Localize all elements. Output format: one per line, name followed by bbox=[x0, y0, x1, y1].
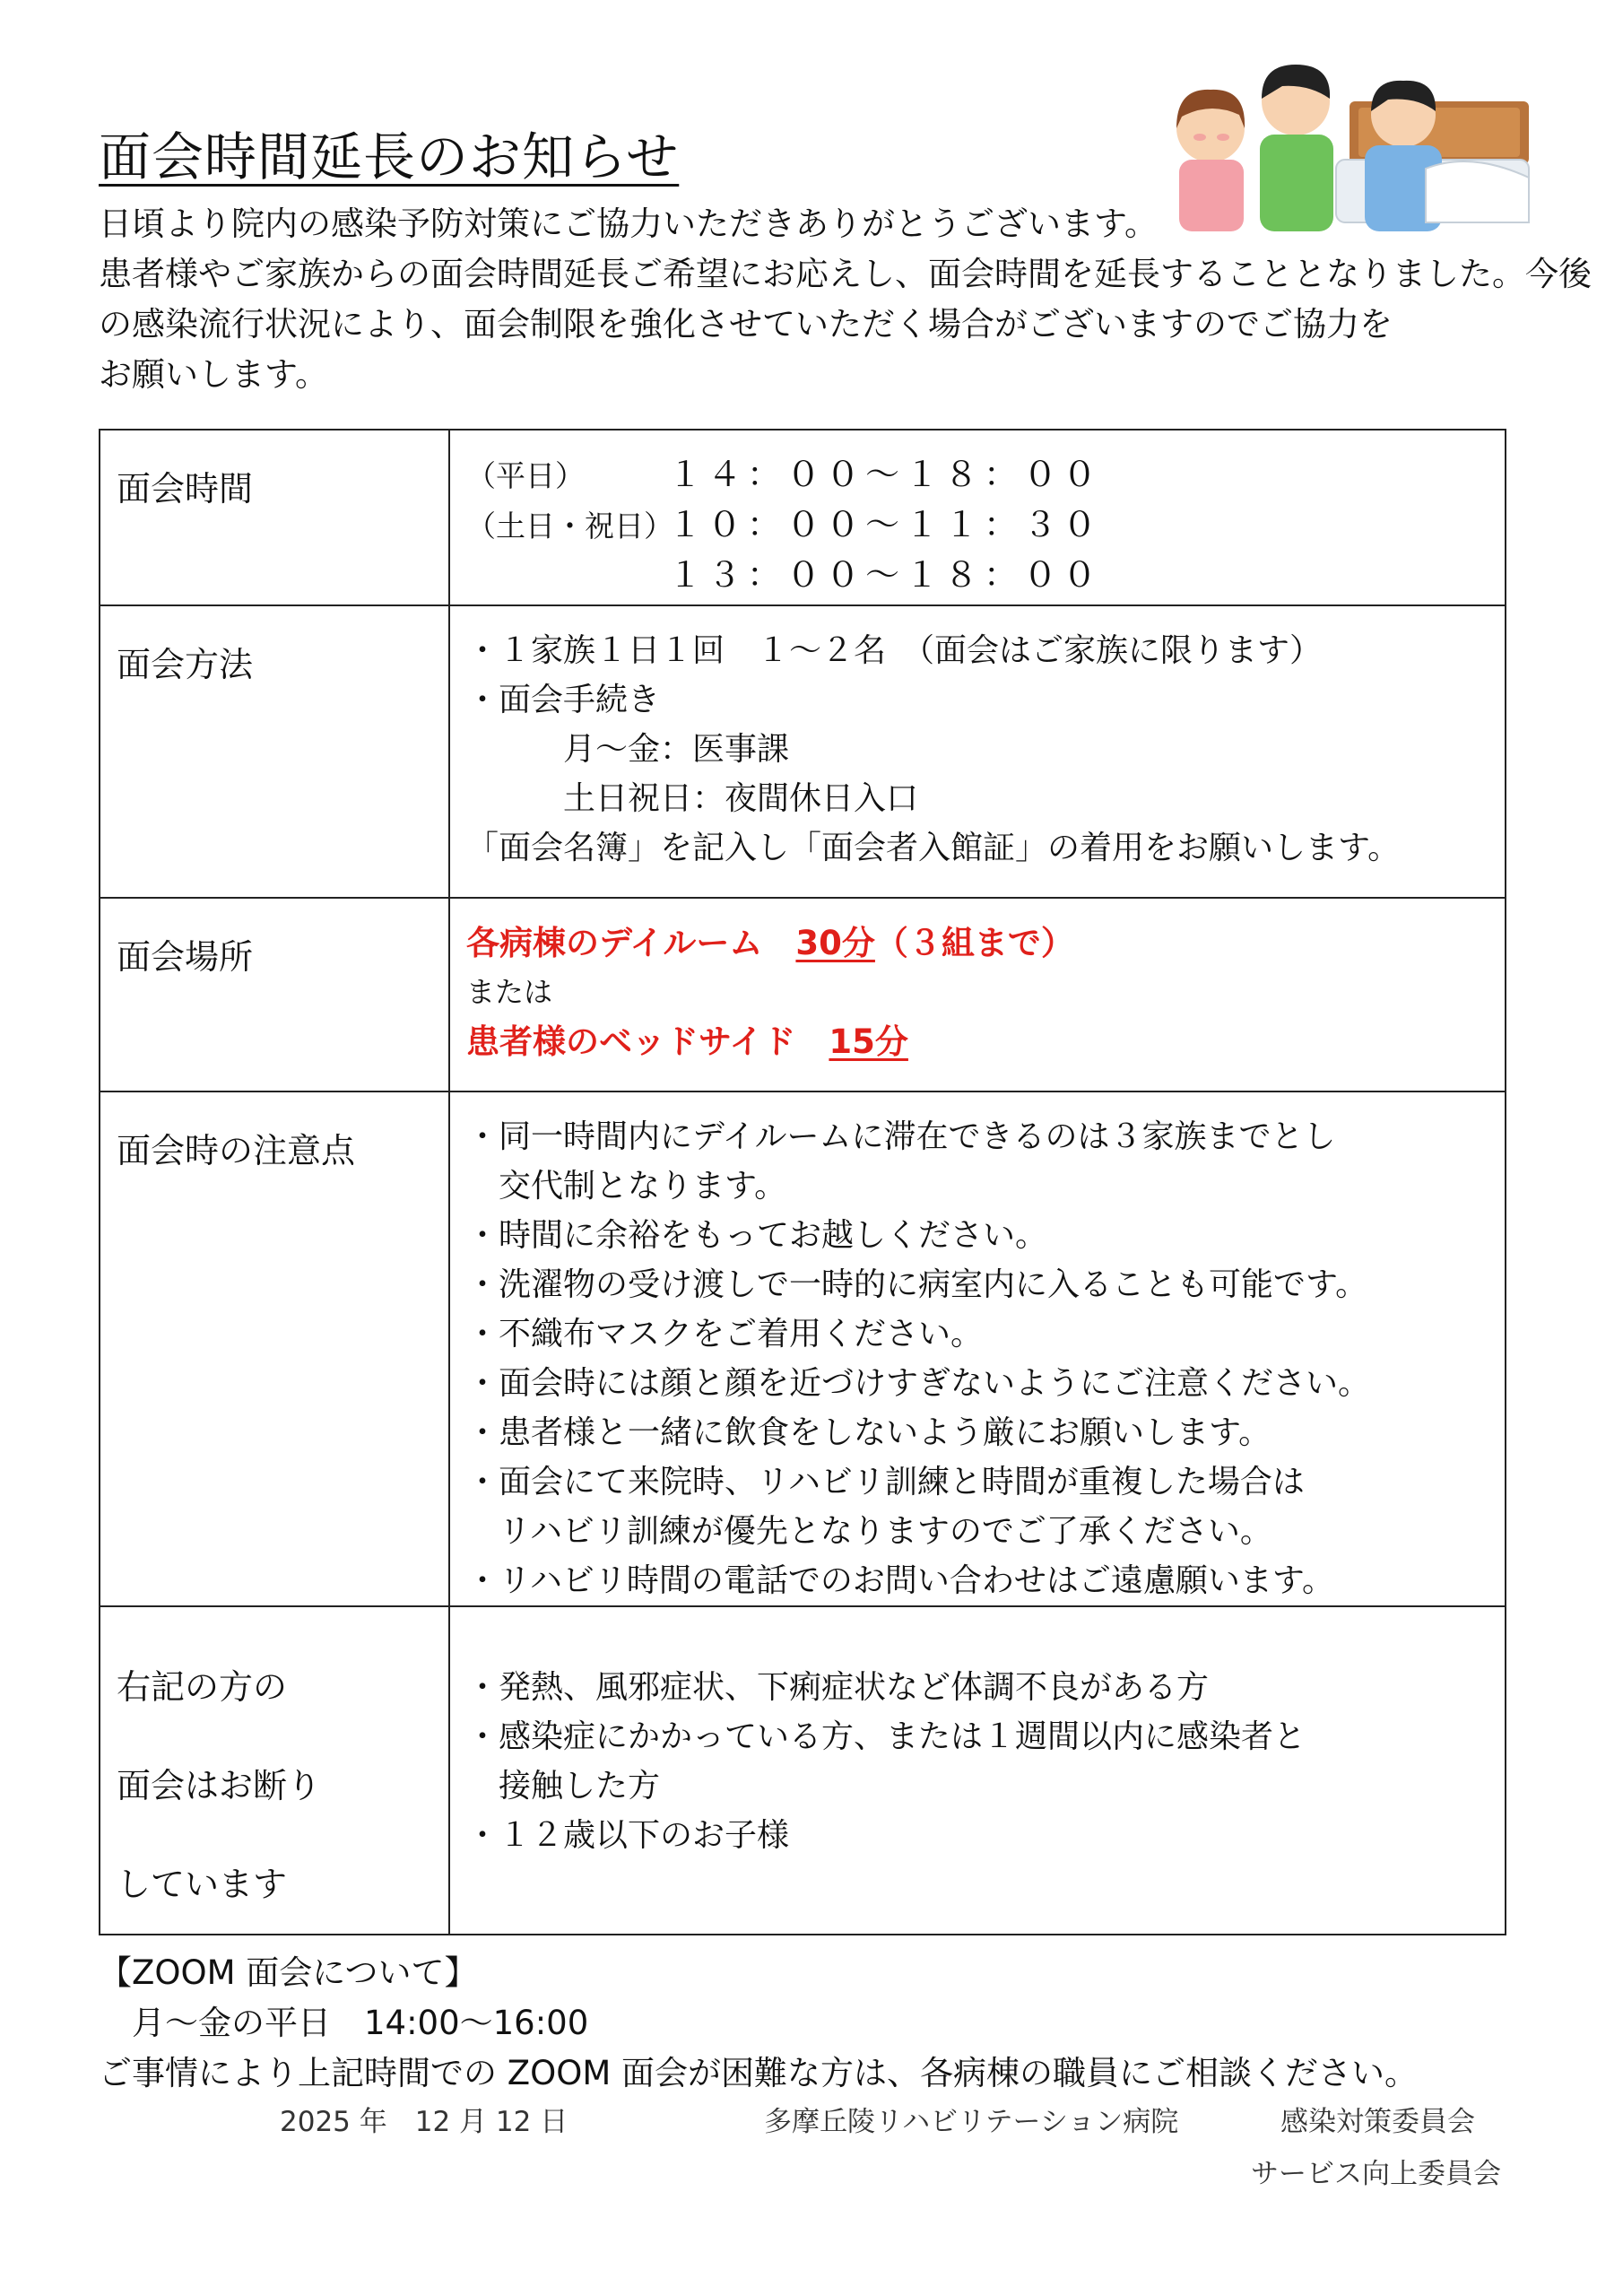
table-row-refuse bbox=[100, 1606, 1506, 1935]
place-bedside-time: 15分 bbox=[829, 1022, 908, 1061]
method-line: 土日祝日：夜間休日入口 bbox=[466, 780, 919, 817]
notes-line: ・同一時間内にデイルームに滞在できるのは３家族までとし bbox=[466, 1118, 1336, 1155]
method-line: 「面会名簿」を記入し「面会者入館証」の着用をお願いします。 bbox=[466, 830, 1401, 866]
notes-line: ・患者様と一緒に飲食をしないよう厳にお願いします。 bbox=[466, 1414, 1271, 1451]
place-dayroom-time: 30分 bbox=[795, 924, 875, 962]
notes-line: ・時間に余裕をもってお越しください。 bbox=[466, 1217, 1048, 1254]
footer-date: 2025 年 12 月 12 日 bbox=[280, 2106, 568, 2138]
refuse-label-line: 右記の方の bbox=[117, 1667, 288, 1707]
intro-text bbox=[99, 199, 1592, 400]
table-row-notes bbox=[100, 1091, 1506, 1606]
notes-line: ・不織布マスクをご着用ください。 bbox=[466, 1316, 984, 1352]
place-or: または bbox=[466, 975, 553, 1009]
table-row-hours bbox=[100, 430, 1506, 605]
method-label: 面会方法 bbox=[100, 605, 449, 898]
notes-line: リハビリ訓練が優先となりますのでご了承ください。 bbox=[466, 1513, 1272, 1550]
footer-committee-service: サービス向上委員会 bbox=[1251, 2158, 1501, 2190]
refuse-line: ・感染症にかかっている方、または１週間以内に感染者と bbox=[466, 1718, 1306, 1755]
table-row-method bbox=[100, 605, 1506, 898]
hours-row-value: １３：００～１８：００ bbox=[668, 555, 1103, 595]
refuse-line: ・１２歳以下のお子様 bbox=[466, 1817, 790, 1854]
notes-line: ・面会にて来院時、リハビリ訓練と時間が重複した場合は bbox=[466, 1464, 1305, 1500]
zoom-section bbox=[99, 1948, 1569, 2099]
notes-label: 面会時の注意点 bbox=[100, 1091, 449, 1606]
method-line: ・１家族１日１回 １～２名 （面会はご家族に限ります） bbox=[466, 632, 1323, 669]
zoom-heading: 【ZOOM 面会について】 bbox=[99, 1953, 478, 1992]
footer-hospital: 多摩丘陵リハビリテーション病院 bbox=[764, 2106, 1179, 2138]
place-dayroom: 各病棟のデイルーム bbox=[466, 924, 796, 962]
place-content bbox=[449, 898, 1506, 1091]
method-content bbox=[449, 605, 1506, 898]
refuse-label-line: しています bbox=[117, 1865, 288, 1904]
method-line: ・面会手続き bbox=[466, 682, 661, 718]
notes-content bbox=[449, 1091, 1506, 1606]
hours-row-label: （土日・祝日） bbox=[466, 509, 673, 544]
notes-line: ・洗濯物の受け渡しで一時的に病室内に入ることも可能です。 bbox=[466, 1266, 1368, 1303]
notes-line: ・面会時には顔と顔を近づけすぎないようにご注意ください。 bbox=[466, 1365, 1371, 1402]
hours-label: 面会時間 bbox=[100, 430, 449, 605]
refuse-label bbox=[100, 1606, 449, 1935]
intro-line: 患者様やご家族からの面会時間延長ご希望にお応えし、面会時間を延長することとなりました。今後 bbox=[99, 255, 1592, 293]
method-line: 月～金：医事課 bbox=[466, 731, 790, 768]
notes-line: 交代制となります。 bbox=[466, 1168, 787, 1205]
intro-line: の感染流行状況により、面会制限を強化させていただく場合がございますのでご協力を bbox=[99, 305, 1393, 344]
page-title: 面会時間延長のお知らせ bbox=[99, 126, 680, 187]
footer-committee-infection: 感染対策委員会 bbox=[1280, 2106, 1475, 2138]
refuse-line: ・発熱、風邪症状、下痢症状など体調不良がある方 bbox=[466, 1669, 1210, 1706]
hours-row-label: （平日） bbox=[466, 458, 585, 493]
zoom-hours: 月～金の平日 14:00～16:00 bbox=[99, 2004, 589, 2042]
place-bedside: 患者様のベッドサイド bbox=[466, 1022, 829, 1061]
intro-line: 日頃より院内の感染予防対策にご協力いただきありがとうございます。 bbox=[99, 204, 1159, 243]
refuse-label-line: 面会はお断り bbox=[117, 1766, 322, 1805]
table-row-place bbox=[100, 898, 1506, 1091]
refuse-content bbox=[449, 1606, 1506, 1935]
hours-row-value: １４：００～１８：００ bbox=[668, 455, 1103, 494]
refuse-line: 接触した方 bbox=[466, 1768, 661, 1805]
notes-line: ・リハビリ時間の電話でのお問い合わせはご遠慮願います。 bbox=[466, 1562, 1335, 1599]
hours-content bbox=[449, 430, 1506, 605]
zoom-note: ご事情により上記時間での ZOOM 面会が困難な方は、各病棟の職員にご相談ください。 bbox=[99, 2054, 1419, 2092]
hours-row-value: １０：００～１１：３０ bbox=[668, 505, 1103, 544]
intro-line: お願いします。 bbox=[99, 355, 329, 394]
place-dayroom-note: （３組まで） bbox=[874, 924, 1074, 962]
place-label: 面会場所 bbox=[100, 898, 449, 1091]
visit-info-table bbox=[99, 429, 1506, 1935]
